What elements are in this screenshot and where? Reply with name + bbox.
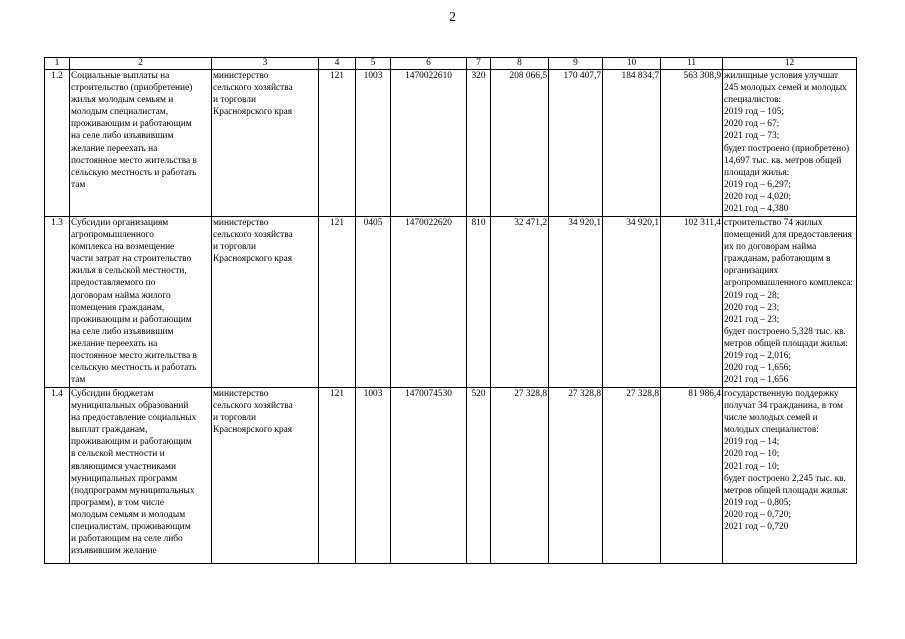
column-number-row (45, 58, 857, 70)
text-line: 2020 год – 4,020; (724, 191, 791, 202)
amount-2020-cell: 27 328,8 (549, 388, 603, 564)
text-line: организациях (724, 266, 779, 277)
column-number-9: 9 (549, 58, 603, 70)
text-line: агропромышленного комплекса: (724, 278, 853, 289)
csr-cell: 1470022610 (391, 70, 467, 217)
rzpr-cell: 1003 (356, 70, 391, 217)
text-line: Красноярского края (213, 254, 293, 265)
text-line: 2021 год – 1,656 (724, 375, 789, 386)
text-line: и торговли (213, 95, 257, 106)
column-number-6: 6 (391, 58, 467, 70)
text-line: 2019 год – 105; (724, 107, 784, 118)
text-line: 2020 год – 0,720; (724, 509, 791, 520)
text-line: государственную поддержку (724, 389, 839, 399)
text-line: (подпрограмм муниципальных (71, 485, 195, 496)
row-number-cell: 1.4 (45, 388, 70, 564)
column-number-3: 3 (212, 58, 319, 70)
text-line: там (71, 179, 86, 190)
text-line: жилья молодым семьям и (71, 95, 174, 106)
text-line: числе молодых семей и (724, 413, 818, 424)
row-number-cell: 1.2 (45, 70, 70, 217)
text-line: будет построено (приобретено) (724, 143, 850, 154)
text-line: 2019 год – 6,297; (724, 179, 791, 190)
text-line: 2019 год – 28; (724, 290, 780, 301)
text-line: министерство (213, 389, 269, 399)
text-line: проживающим и работающим (71, 437, 192, 448)
text-line: Субсидии бюджетам (71, 389, 154, 399)
event-name-cell (70, 217, 212, 388)
text-line: 2021 год – 73; (724, 131, 780, 142)
event-name-cell (70, 388, 212, 564)
amount-2020-cell: 170 407,7 (549, 70, 603, 217)
page-number: 2 (449, 10, 456, 25)
text-line: 2021 год – 0,720 (724, 522, 789, 533)
text-line: помещения гражданам, (71, 302, 165, 313)
text-line: будет построено 2,245 тыс. кв. (724, 473, 846, 484)
vr-cell: 520 (467, 388, 491, 564)
text-line: в сельской местности и (71, 449, 165, 460)
text-line: проживающим и работающим (71, 314, 192, 325)
text-line: строительство (приобретение) (71, 83, 193, 94)
text-line: сельскую местность и работать (71, 363, 197, 374)
text-line: сельского хозяйства (213, 401, 293, 412)
text-line: метров общей площади жилья: (724, 338, 848, 349)
text-line: 2019 год – 0,805; (724, 497, 791, 508)
budget-table (44, 57, 857, 564)
column-number-1: 1 (45, 58, 70, 70)
text-line: Субсидии организациям (71, 218, 169, 228)
text-line: 2020 год – 67; (724, 119, 780, 130)
grbs-cell: 121 (319, 217, 356, 388)
text-line: 2020 год – 10; (724, 449, 780, 460)
text-line: Социальные выплаты на (71, 71, 170, 81)
text-line: комплекса на возмещение (71, 242, 175, 253)
text-line: проживающим и работающим (71, 119, 192, 130)
text-line: изъявившим желание (71, 546, 157, 557)
event-name-cell (70, 70, 212, 217)
text-line: 2021 год – 4,380 (724, 204, 789, 215)
text-line: помещений для предоставления (724, 230, 852, 241)
text-line: жилищные условия улучшат (724, 71, 839, 81)
text-line: получат 34 гражданина, в том (724, 401, 843, 412)
text-line: молодым специалистам, (71, 107, 169, 118)
text-line: метров общей площади жилья: (724, 485, 848, 496)
column-number-5: 5 (356, 58, 391, 70)
text-line: сельскую местность и работать (71, 167, 197, 178)
ministry-cell (212, 217, 319, 388)
text-line: площади жилья: (724, 167, 790, 178)
column-number-12: 12 (723, 58, 857, 70)
rzpr-cell: 1003 (356, 388, 391, 564)
text-line: сельского хозяйства (213, 83, 293, 94)
table-row (45, 217, 857, 388)
text-line: на селе либо изъявившим (71, 326, 174, 337)
expected-result-cell (723, 217, 857, 388)
text-line: муниципальных программ (71, 473, 178, 484)
expected-result-cell (723, 388, 857, 564)
text-line: 2020 год – 23; (724, 302, 780, 313)
text-line: на предоставление социальных (71, 413, 197, 424)
text-line: желание переехать на (71, 338, 158, 349)
text-line: выплат гражданам, (71, 425, 148, 436)
text-line: программ), в том числе (71, 497, 165, 508)
column-number-11: 11 (661, 58, 723, 70)
column-number-2: 2 (70, 58, 212, 70)
expected-result-cell (723, 70, 857, 217)
text-line: Красноярского края (213, 107, 293, 118)
text-line: 2021 год – 10; (724, 461, 780, 472)
text-line: строительство 74 жилых (724, 218, 823, 228)
table-row (45, 70, 857, 217)
text-line: Красноярского края (213, 425, 293, 436)
amount-2021-cell: 34 920,1 (603, 217, 661, 388)
amount-2019-cell: 32 471,2 (491, 217, 549, 388)
text-line: муниципальных образований (71, 401, 189, 412)
text-line: и работающим на селе либо (71, 534, 183, 545)
vr-cell: 810 (467, 217, 491, 388)
text-line: постоянное место жительства в (71, 351, 197, 362)
text-line: являющимся участниками (71, 461, 176, 472)
text-line: специалистам, проживающим (71, 522, 191, 533)
text-line: специалистов: (724, 95, 782, 106)
row-number-cell: 1.3 (45, 217, 70, 388)
text-line: на селе либо изъявившим (71, 131, 174, 142)
amount-total-cell: 81 986,4 (661, 388, 723, 564)
text-line: молодым семьям и молодым (71, 509, 186, 520)
csr-cell: 1470074530 (391, 388, 467, 564)
text-line: там (71, 375, 86, 386)
column-number-7: 7 (467, 58, 491, 70)
grbs-cell: 121 (319, 388, 356, 564)
column-number-8: 8 (491, 58, 549, 70)
text-line: части затрат на строительство (71, 254, 192, 265)
text-line: и торговли (213, 242, 257, 253)
text-line: 14,697 тыс. кв. метров общей (724, 155, 842, 166)
text-line: 2019 год – 2,016; (724, 351, 791, 362)
vr-cell: 320 (467, 70, 491, 217)
text-line: агропромышленного (71, 230, 154, 241)
text-line: постоянное место жительства в (71, 155, 197, 166)
amount-2019-cell: 208 066,5 (491, 70, 549, 217)
amount-2020-cell: 34 920,1 (549, 217, 603, 388)
table-row (45, 388, 857, 564)
text-line: министерство (213, 218, 269, 228)
text-line: жилья в сельской местности, (71, 266, 187, 277)
amount-2021-cell: 184 834,7 (603, 70, 661, 217)
text-line: 2019 год – 14; (724, 437, 780, 448)
csr-cell: 1470022620 (391, 217, 467, 388)
ministry-cell (212, 70, 319, 217)
amount-total-cell: 102 311,4 (661, 217, 723, 388)
grbs-cell: 121 (319, 70, 356, 217)
table-body (45, 58, 857, 564)
text-line: и торговли (213, 413, 257, 424)
text-line: будет построено 5,328 тыс. кв. (724, 326, 846, 337)
text-line: договорам найма жилого (71, 290, 171, 301)
column-number-4: 4 (319, 58, 356, 70)
ministry-cell (212, 388, 319, 564)
text-line: гражданам, работающим в (724, 254, 831, 265)
amount-total-cell: 563 308,9 (661, 70, 723, 217)
text-line: министерство (213, 71, 269, 81)
amount-2021-cell: 27 328,8 (603, 388, 661, 564)
amount-2019-cell: 27 328,8 (491, 388, 549, 564)
column-number-10: 10 (603, 58, 661, 70)
text-line: предоставляемого по (71, 278, 156, 289)
text-line: 245 молодых семей и молодых (724, 83, 847, 94)
text-line: их по договорам найма (724, 242, 817, 253)
text-line: 2021 год – 23; (724, 314, 780, 325)
text-line: 2020 год – 1,656; (724, 363, 791, 374)
text-line: желание переехать на (71, 143, 158, 154)
text-line: сельского хозяйства (213, 230, 293, 241)
text-line: молодых специалистов: (724, 425, 819, 436)
rzpr-cell: 0405 (356, 217, 391, 388)
